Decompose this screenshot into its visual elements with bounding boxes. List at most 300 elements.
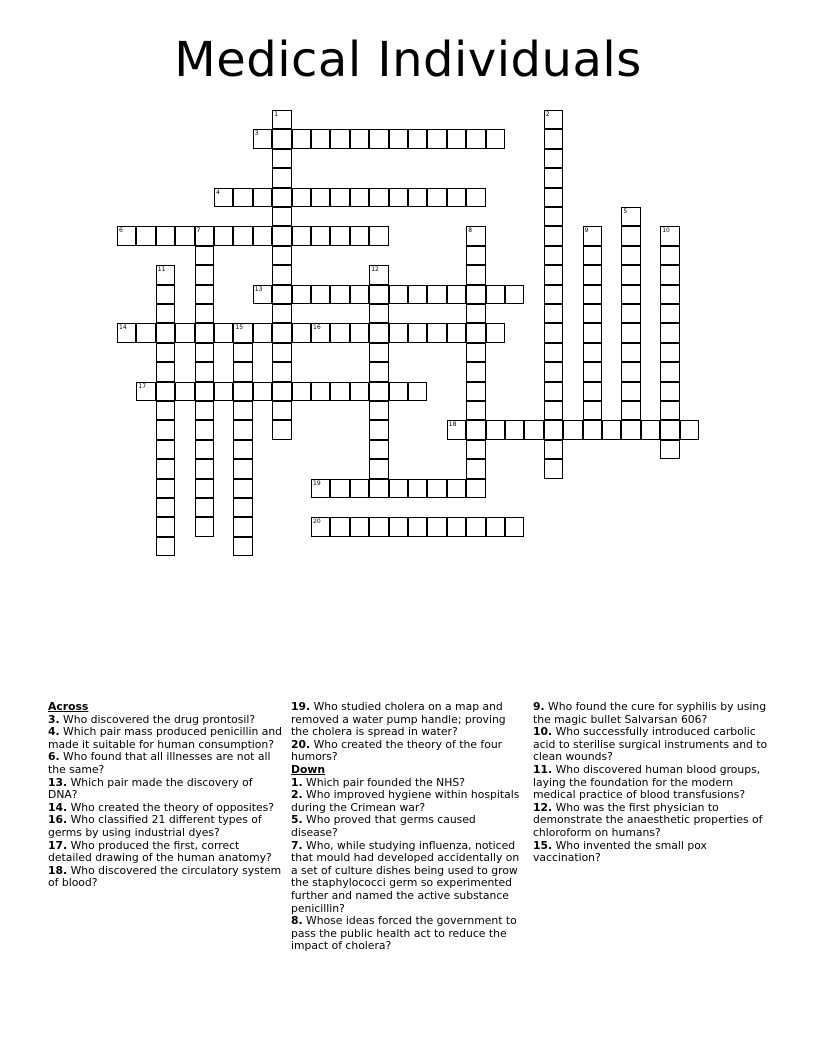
- grid-cell[interactable]: [583, 420, 602, 439]
- clue-19: [291, 701, 523, 739]
- grid-cell[interactable]: [272, 323, 291, 342]
- grid-cell[interactable]: [466, 304, 485, 323]
- grid-cell[interactable]: [660, 226, 679, 245]
- clue-text: Who created the theory of opposites?: [67, 800, 275, 814]
- clue-number: 7.: [291, 838, 303, 852]
- clue-text: Which pair mass produced penicillin and made it suitable for human consumption?: [48, 725, 283, 751]
- grid-cell[interactable]: [369, 323, 388, 342]
- grid-cell[interactable]: [214, 382, 233, 401]
- grid-cell[interactable]: [175, 226, 194, 245]
- clue-text: Who invented the small pox vaccination?: [533, 838, 707, 865]
- grid-cell[interactable]: [195, 304, 214, 323]
- clue-20: [291, 739, 523, 764]
- grid-cell[interactable]: [233, 343, 252, 362]
- grid-cell[interactable]: [195, 459, 214, 478]
- grid-cell[interactable]: [195, 226, 214, 245]
- grid-cell[interactable]: [583, 304, 602, 323]
- grid-cell[interactable]: [486, 517, 505, 536]
- grid-cell[interactable]: [583, 382, 602, 401]
- grid-cell[interactable]: [311, 323, 330, 342]
- grid-cell[interactable]: [156, 382, 175, 401]
- grid-cell[interactable]: [447, 479, 466, 498]
- grid-cell[interactable]: [330, 323, 349, 342]
- grid-cell[interactable]: [621, 207, 640, 226]
- grid-cell[interactable]: [660, 382, 679, 401]
- clue-number: 3.: [48, 712, 60, 726]
- grid-cell[interactable]: [544, 420, 563, 439]
- grid-cell[interactable]: [544, 246, 563, 265]
- clue-number-label: 15: [235, 324, 244, 332]
- grid-cell[interactable]: [369, 401, 388, 420]
- clue-text: Who found that all illnesses are not all the same?: [48, 750, 271, 776]
- grid-cell[interactable]: [350, 517, 369, 536]
- clue-number: 16.: [48, 813, 68, 827]
- grid-cell[interactable]: [253, 285, 272, 304]
- grid-cell[interactable]: [660, 362, 679, 381]
- grid-cell[interactable]: [389, 517, 408, 536]
- clue-number: 10.: [533, 725, 553, 739]
- grid-cell[interactable]: [466, 246, 485, 265]
- clue-number-label: 10: [662, 227, 670, 235]
- grid-cell[interactable]: [427, 517, 446, 536]
- clue-column-1: [48, 701, 284, 890]
- grid-cell[interactable]: [233, 517, 252, 536]
- grid-cell[interactable]: [330, 226, 349, 245]
- grid-cell[interactable]: [195, 479, 214, 498]
- grid-cell[interactable]: [466, 343, 485, 362]
- grid-cell[interactable]: [621, 401, 640, 420]
- grid-cell[interactable]: [466, 129, 485, 148]
- grid-cell[interactable]: [117, 323, 136, 342]
- grid-cell[interactable]: [583, 323, 602, 342]
- grid-cell[interactable]: [272, 149, 291, 168]
- grid-cell[interactable]: [136, 382, 155, 401]
- grid-cell[interactable]: [330, 188, 349, 207]
- grid-cell[interactable]: [621, 226, 640, 245]
- clue-text: Who discovered human blood groups, laying the foundation for the modern medical practice of blood transfusions?: [533, 762, 761, 802]
- grid-cell[interactable]: [486, 323, 505, 342]
- grid-cell[interactable]: [641, 420, 660, 439]
- across-clue-list: [48, 714, 284, 890]
- grid-cell[interactable]: [272, 188, 291, 207]
- grid-cell[interactable]: [195, 362, 214, 381]
- grid-cell[interactable]: [486, 129, 505, 148]
- grid-cell[interactable]: [253, 188, 272, 207]
- grid-cell[interactable]: [195, 401, 214, 420]
- grid-cell[interactable]: [350, 129, 369, 148]
- grid-cell[interactable]: [389, 285, 408, 304]
- grid-cell[interactable]: [389, 129, 408, 148]
- clue-number-label: 1: [274, 111, 279, 118]
- grid-cell[interactable]: [602, 420, 621, 439]
- grid-cell[interactable]: [544, 149, 563, 168]
- grid-cell[interactable]: [195, 323, 214, 342]
- grid-cell[interactable]: [660, 304, 679, 323]
- grid-cell[interactable]: [311, 226, 330, 245]
- grid-cell[interactable]: [369, 382, 388, 401]
- grid-cell[interactable]: [408, 323, 427, 342]
- grid-cell[interactable]: [524, 420, 543, 439]
- grid-cell[interactable]: [680, 420, 699, 439]
- grid-cell[interactable]: [233, 479, 252, 498]
- grid-cell[interactable]: [427, 129, 446, 148]
- clue-9: [533, 701, 769, 726]
- grid-cell[interactable]: [253, 323, 272, 342]
- grid-cell[interactable]: [660, 246, 679, 265]
- grid-cell[interactable]: [369, 362, 388, 381]
- grid-cell[interactable]: [311, 129, 330, 148]
- clue-number: 5.: [291, 813, 303, 827]
- grid-cell[interactable]: [447, 129, 466, 148]
- clue-number: 13.: [48, 775, 68, 789]
- grid-cell[interactable]: [292, 323, 311, 342]
- grid-cell[interactable]: [350, 323, 369, 342]
- grid-cell[interactable]: [660, 285, 679, 304]
- grid-cell[interactable]: [505, 420, 524, 439]
- clue-text: Who discovered the circulatory system of blood?: [48, 863, 282, 890]
- grid-cell[interactable]: [369, 440, 388, 459]
- grid-cell[interactable]: [466, 265, 485, 284]
- grid-cell[interactable]: [621, 343, 640, 362]
- grid-cell[interactable]: [544, 362, 563, 381]
- grid-cell[interactable]: [233, 382, 252, 401]
- grid-cell[interactable]: [466, 226, 485, 245]
- grid-cell[interactable]: [272, 362, 291, 381]
- grid-cell[interactable]: [272, 401, 291, 420]
- grid-cell[interactable]: [466, 479, 485, 498]
- clue-8: [291, 915, 523, 953]
- grid-cell[interactable]: [156, 401, 175, 420]
- grid-cell[interactable]: [369, 226, 388, 245]
- grid-cell[interactable]: [311, 188, 330, 207]
- grid-cell[interactable]: [272, 304, 291, 323]
- grid-cell[interactable]: [621, 323, 640, 342]
- grid-cell[interactable]: [233, 459, 252, 478]
- grid-cell[interactable]: [156, 517, 175, 536]
- clue-text: Who classified 21 different types of germs by using industrial dyes?: [48, 813, 262, 839]
- across-clue-list-continued: [291, 701, 523, 764]
- grid-cell[interactable]: [389, 323, 408, 342]
- grid-cell[interactable]: [311, 285, 330, 304]
- grid-cell[interactable]: [350, 382, 369, 401]
- puzzle-title: Medical Individuals: [174, 32, 642, 88]
- grid-cell[interactable]: [427, 188, 446, 207]
- grid-cell[interactable]: [505, 285, 524, 304]
- grid-cell[interactable]: [233, 401, 252, 420]
- grid-cell[interactable]: [447, 420, 466, 439]
- grid-cell[interactable]: [544, 265, 563, 284]
- clue-number-label: 19: [313, 479, 321, 487]
- grid-cell[interactable]: [660, 343, 679, 362]
- grid-cell[interactable]: [156, 362, 175, 381]
- clue-text: Who discovered the drug prontosil?: [59, 712, 256, 726]
- grid-cell[interactable]: [369, 129, 388, 148]
- grid-cell[interactable]: [369, 343, 388, 362]
- clue-number-label: 12: [371, 266, 379, 274]
- grid-cell[interactable]: [544, 129, 563, 148]
- clue-7: [291, 840, 523, 916]
- grid-cell[interactable]: [369, 459, 388, 478]
- clue-text: Who created the theory of the four humors?: [291, 737, 503, 764]
- clue-number-label: 4: [216, 188, 220, 196]
- grid-cell[interactable]: [583, 265, 602, 284]
- grid-cell[interactable]: [292, 382, 311, 401]
- grid-cell[interactable]: [272, 420, 291, 439]
- grid-cell[interactable]: [330, 382, 349, 401]
- grid-cell[interactable]: [660, 420, 679, 439]
- grid-cell[interactable]: [447, 285, 466, 304]
- grid-cell[interactable]: [330, 479, 349, 498]
- grid-cell[interactable]: [466, 401, 485, 420]
- grid-cell[interactable]: [369, 304, 388, 323]
- grid-cell[interactable]: [583, 226, 602, 245]
- grid-cell[interactable]: [311, 382, 330, 401]
- grid-cell[interactable]: [369, 188, 388, 207]
- grid-cell[interactable]: [369, 265, 388, 284]
- grid-cell[interactable]: [369, 479, 388, 498]
- clue-17: [48, 840, 284, 865]
- grid-cell[interactable]: [272, 226, 291, 245]
- grid-cell[interactable]: [544, 188, 563, 207]
- grid-cell[interactable]: [544, 401, 563, 420]
- clue-number-label: 9: [584, 227, 589, 235]
- grid-cell[interactable]: [544, 110, 563, 129]
- grid-cell[interactable]: [195, 285, 214, 304]
- grid-cell[interactable]: [233, 362, 252, 381]
- grid-cell[interactable]: [389, 188, 408, 207]
- clue-number: 15.: [533, 838, 553, 852]
- grid-cell[interactable]: [389, 479, 408, 498]
- clue-2: [291, 789, 523, 814]
- grid-cell[interactable]: [544, 459, 563, 478]
- clue-number-label: 2: [545, 111, 550, 118]
- grid-cell[interactable]: [272, 129, 291, 148]
- clue-15: [533, 840, 769, 865]
- grid-cell[interactable]: [311, 517, 330, 536]
- grid-cell[interactable]: [233, 498, 252, 517]
- grid-cell[interactable]: [621, 265, 640, 284]
- grid-cell[interactable]: [447, 517, 466, 536]
- grid-cell[interactable]: [330, 129, 349, 148]
- grid-cell[interactable]: [156, 537, 175, 556]
- grid-cell[interactable]: [272, 265, 291, 284]
- grid-cell[interactable]: [408, 479, 427, 498]
- grid-cell[interactable]: [156, 323, 175, 342]
- across-heading: Across: [48, 700, 89, 713]
- grid-cell[interactable]: [272, 285, 291, 304]
- grid-cell[interactable]: [583, 343, 602, 362]
- grid-cell[interactable]: [272, 168, 291, 187]
- grid-cell[interactable]: [563, 420, 582, 439]
- clue-12: [533, 802, 769, 840]
- grid-cell[interactable]: [408, 188, 427, 207]
- grid-cell[interactable]: [408, 517, 427, 536]
- grid-cell[interactable]: [156, 479, 175, 498]
- grid-cell[interactable]: [544, 304, 563, 323]
- grid-cell[interactable]: [369, 517, 388, 536]
- grid-cell[interactable]: [544, 285, 563, 304]
- clue-number-label: 6: [119, 227, 123, 235]
- grid-cell[interactable]: [292, 285, 311, 304]
- grid-cell[interactable]: [660, 440, 679, 459]
- grid-cell[interactable]: [408, 285, 427, 304]
- grid-cell[interactable]: [253, 226, 272, 245]
- grid-cell[interactable]: [253, 129, 272, 148]
- clue-number: 8.: [291, 914, 303, 928]
- grid-cell[interactable]: [544, 226, 563, 245]
- grid-cell[interactable]: [214, 188, 233, 207]
- grid-cell[interactable]: [292, 226, 311, 245]
- grid-cell[interactable]: [583, 285, 602, 304]
- grid-cell[interactable]: [195, 517, 214, 536]
- grid-cell[interactable]: [544, 207, 563, 226]
- grid-cell[interactable]: [660, 265, 679, 284]
- grid-cell[interactable]: [350, 285, 369, 304]
- grid-cell[interactable]: [544, 168, 563, 187]
- grid-cell[interactable]: [350, 226, 369, 245]
- grid-cell[interactable]: [175, 323, 194, 342]
- grid-cell[interactable]: [583, 362, 602, 381]
- grid-cell[interactable]: [447, 188, 466, 207]
- grid-cell[interactable]: [156, 498, 175, 517]
- grid-cell[interactable]: [427, 285, 446, 304]
- clue-text: Who proved that germs caused disease?: [291, 813, 476, 839]
- grid-cell[interactable]: [195, 420, 214, 439]
- grid-cell[interactable]: [156, 304, 175, 323]
- grid-cell[interactable]: [660, 401, 679, 420]
- grid-cell[interactable]: [583, 246, 602, 265]
- grid-cell[interactable]: [175, 382, 194, 401]
- grid-cell[interactable]: [136, 323, 155, 342]
- grid-cell[interactable]: [408, 382, 427, 401]
- grid-cell[interactable]: [466, 188, 485, 207]
- clue-number: 18.: [48, 863, 68, 877]
- clue-number: 20.: [291, 737, 311, 751]
- grid-cell[interactable]: [583, 401, 602, 420]
- grid-cell[interactable]: [621, 285, 640, 304]
- grid-cell[interactable]: [486, 420, 505, 439]
- clue-number-label: 7: [196, 227, 201, 235]
- clue-number-label: 14: [119, 324, 127, 332]
- grid-cell[interactable]: [427, 323, 446, 342]
- grid-cell[interactable]: [195, 382, 214, 401]
- grid-cell[interactable]: [195, 343, 214, 362]
- grid-cell[interactable]: [427, 479, 446, 498]
- grid-cell[interactable]: [486, 285, 505, 304]
- grid-cell[interactable]: [621, 246, 640, 265]
- grid-cell[interactable]: [369, 420, 388, 439]
- clue-text: Who was the first physician to demonstrate the anaesthetic properties of chloroform on humans?: [533, 800, 763, 839]
- grid-cell[interactable]: [156, 440, 175, 459]
- grid-cell[interactable]: [330, 517, 349, 536]
- grid-cell[interactable]: [544, 382, 563, 401]
- clue-6: [48, 751, 284, 776]
- grid-cell[interactable]: [195, 265, 214, 284]
- grid-cell[interactable]: [544, 343, 563, 362]
- clue-text: Who found the cure for syphilis by using the magic bullet Salvarsan 606?: [533, 700, 767, 726]
- grid-cell[interactable]: [253, 382, 272, 401]
- grid-cell[interactable]: [350, 479, 369, 498]
- grid-cell[interactable]: [233, 226, 252, 245]
- grid-cell[interactable]: [505, 517, 524, 536]
- grid-cell[interactable]: [195, 498, 214, 517]
- grid-cell[interactable]: [389, 382, 408, 401]
- clue-number-label: 16: [313, 324, 321, 332]
- clue-number-label: 11: [157, 266, 166, 274]
- grid-cell[interactable]: [195, 246, 214, 265]
- grid-cell[interactable]: [272, 110, 291, 129]
- grid-cell[interactable]: [233, 188, 252, 207]
- grid-cell[interactable]: [292, 129, 311, 148]
- grid-cell[interactable]: [136, 226, 155, 245]
- grid-cell[interactable]: [466, 362, 485, 381]
- grid-cell[interactable]: [466, 323, 485, 342]
- grid-cell[interactable]: [195, 440, 214, 459]
- grid-cell[interactable]: [156, 420, 175, 439]
- grid-cell[interactable]: [272, 343, 291, 362]
- clue-number: 17.: [48, 838, 68, 852]
- grid-cell[interactable]: [466, 517, 485, 536]
- clue-text: Which pair founded the NHS?: [302, 775, 465, 789]
- grid-cell[interactable]: [272, 246, 291, 265]
- grid-cell[interactable]: [447, 323, 466, 342]
- grid-cell[interactable]: [544, 323, 563, 342]
- clue-number-label: 8: [468, 227, 473, 235]
- grid-cell[interactable]: [621, 304, 640, 323]
- grid-cell[interactable]: [233, 440, 252, 459]
- grid-cell[interactable]: [214, 226, 233, 245]
- grid-cell[interactable]: [350, 188, 369, 207]
- grid-cell[interactable]: [233, 537, 252, 556]
- grid-cell[interactable]: [660, 323, 679, 342]
- clue-text: Which pair made the discovery of DNA?: [48, 775, 253, 802]
- clue-text: Who improved hygiene within hospitals during the Crimean war?: [291, 788, 520, 814]
- grid-cell[interactable]: [156, 459, 175, 478]
- grid-cell[interactable]: [272, 207, 291, 226]
- clue-text: Who, while studying influenza, noticed that mould had developed accidentally on a set of culture dishes being used to grow the staphylococci germ so experimented further and named the active substance penicillin?: [291, 838, 520, 915]
- down-clue-list-continued: [533, 701, 769, 865]
- grid-cell[interactable]: [466, 382, 485, 401]
- grid-cell[interactable]: [311, 479, 330, 498]
- grid-cell[interactable]: [408, 129, 427, 148]
- grid-cell[interactable]: [292, 188, 311, 207]
- grid-cell[interactable]: [466, 440, 485, 459]
- grid-cell[interactable]: [466, 459, 485, 478]
- grid-cell[interactable]: [117, 226, 136, 245]
- grid-cell[interactable]: [156, 343, 175, 362]
- clue-number: 19.: [291, 700, 311, 713]
- grid-cell[interactable]: [233, 323, 252, 342]
- grid-cell[interactable]: [621, 420, 640, 439]
- grid-cell[interactable]: [369, 285, 388, 304]
- grid-cell[interactable]: [214, 323, 233, 342]
- clue-number: 9.: [533, 700, 545, 713]
- grid-cell[interactable]: [621, 382, 640, 401]
- grid-cell[interactable]: [156, 226, 175, 245]
- grid-cell[interactable]: [621, 362, 640, 381]
- grid-cell[interactable]: [466, 420, 485, 439]
- clue-5: [291, 814, 523, 839]
- grid-cell[interactable]: [233, 420, 252, 439]
- clue-number: 12.: [533, 800, 553, 814]
- grid-cell[interactable]: [156, 285, 175, 304]
- clue-4: [48, 726, 284, 751]
- grid-cell[interactable]: [466, 285, 485, 304]
- grid-cell[interactable]: [156, 265, 175, 284]
- grid-cell[interactable]: [330, 285, 349, 304]
- grid-cell[interactable]: [544, 440, 563, 459]
- grid-cell[interactable]: [272, 382, 291, 401]
